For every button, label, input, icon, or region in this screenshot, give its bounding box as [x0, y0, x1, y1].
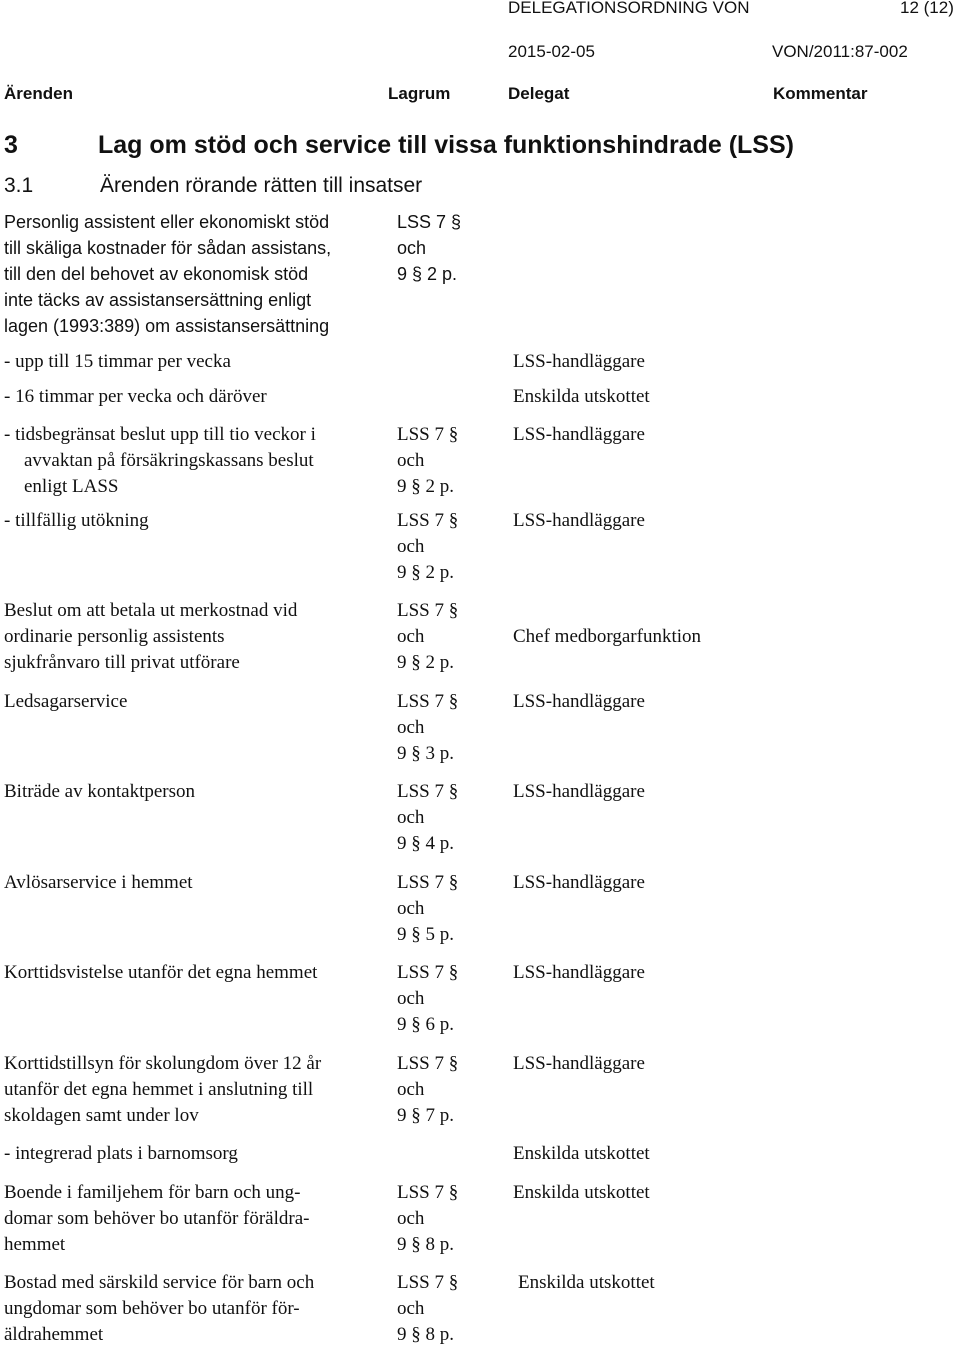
arende-line: - tillfällig utökning — [4, 510, 149, 531]
row-lagrum — [397, 689, 458, 767]
arende-line: Biträde av kontaktperson — [4, 781, 196, 802]
arende-line: enligt LASS — [24, 476, 119, 497]
lagrum-line: 9 § 2 p. — [397, 562, 454, 583]
document-date: 2015-02-05 — [508, 42, 595, 61]
lagrum-line: och — [397, 1298, 425, 1319]
lagrum-line: 9 § 5 p. — [397, 924, 454, 945]
row-lagrum — [397, 508, 458, 586]
arende-line: ordinarie personlig assistents — [4, 626, 225, 647]
arende-line: Personlig assistent eller ekonomiskt stöd — [4, 212, 330, 232]
row-arende — [4, 779, 195, 805]
lagrum-line: 9 § 2 p. — [397, 264, 458, 284]
arende-line: Korttidsvistelse utanför det egna hemmet — [4, 962, 318, 983]
page-number: 12 (12) — [900, 0, 954, 17]
row-delegat: Enskilda utskottet — [513, 1182, 650, 1203]
lagrum-line: och — [397, 536, 425, 557]
subsection-number: 3.1 — [4, 174, 34, 197]
row-delegat: LSS-handläggare — [513, 962, 645, 983]
arende-line: ungdomar som behöver bo utanför för- — [4, 1298, 300, 1319]
arende-line: till skäliga kostnader för sådan assistans, — [4, 238, 332, 258]
lagrum-line: och — [397, 450, 425, 471]
lagrum-line: LSS 7 § — [397, 510, 459, 531]
row-arende — [4, 689, 127, 715]
lagrum-line: LSS 7 § — [397, 600, 459, 621]
row-arende — [4, 960, 317, 986]
lagrum-line: 9 § 8 p. — [397, 1234, 454, 1255]
row-arende — [4, 508, 149, 534]
lagrum-line: och — [397, 626, 425, 647]
row-lagrum — [397, 1180, 458, 1258]
arende-line: inte täcks av assistansersättning enligt — [4, 290, 312, 310]
section-title: Lag om stöd och service till vissa funktionshindrade (LSS) — [98, 131, 794, 159]
lagrum-line: 9 § 2 p. — [397, 476, 454, 497]
arende-line: - upp till 15 timmar per vecka — [4, 351, 231, 372]
lagrum-line: 9 § 7 p. — [397, 1105, 454, 1126]
row-delegat: Chef medborgarfunktion — [513, 626, 702, 647]
lagrum-line: LSS 7 § — [397, 1053, 459, 1074]
lagrum-line: LSS 7 § — [397, 1272, 459, 1293]
lagrum-line: och — [397, 898, 425, 919]
row-arende — [4, 422, 316, 500]
row-arende — [4, 870, 193, 896]
lagrum-line: och — [397, 1208, 425, 1229]
row-arende — [4, 209, 331, 339]
subsection-title: Ärenden rörande rätten till insatser — [100, 174, 423, 197]
lagrum-line: och — [397, 1079, 425, 1100]
row-delegat: LSS-handläggare — [513, 1053, 645, 1074]
arende-line: skoldagen samt under lov — [4, 1105, 199, 1126]
document-title: DELEGATIONSORDNING VON — [508, 0, 750, 17]
arende-line: - 16 timmar per vecka och däröver — [4, 386, 267, 407]
row-delegat: LSS-handläggare — [513, 351, 645, 372]
row-delegat: Enskilda utskottet — [518, 1272, 655, 1293]
column-header-lagrum: Lagrum — [388, 84, 451, 103]
arende-line: Boende i familjehem för barn och ung- — [4, 1182, 301, 1203]
row-lagrum — [397, 422, 458, 500]
arende-line: hemmet — [4, 1234, 66, 1255]
arende-line: lagen (1993:389) om assistansersättning — [4, 316, 330, 336]
lagrum-line: och — [397, 717, 425, 738]
arende-line: till den del behovet av ekonomisk stöd — [4, 264, 309, 284]
lagrum-line: LSS 7 § — [397, 781, 459, 802]
row-delegat: LSS-handläggare — [513, 510, 645, 531]
arende-line: Korttidstillsyn för skolungdom över 12 år — [4, 1053, 322, 1074]
arende-line: - tidsbegränsat beslut upp till tio veckor i — [4, 424, 316, 445]
document-reference: VON/2011:87-002 — [772, 42, 908, 61]
arende-line: Beslut om att betala ut merkostnad vid — [4, 600, 298, 621]
row-arende — [4, 1180, 309, 1258]
row-delegat: Enskilda utskottet — [513, 386, 650, 407]
lagrum-line: 9 § 2 p. — [397, 652, 454, 673]
column-header-delegat: Delegat — [508, 84, 570, 103]
row-arende — [4, 598, 297, 676]
arende-line: avvaktan på försäkringskassans beslut — [24, 450, 314, 471]
lagrum-line: 9 § 8 p. — [397, 1324, 454, 1345]
row-delegat: Enskilda utskottet — [513, 1143, 650, 1164]
arende-line: - integrerad plats i barnomsorg — [4, 1143, 238, 1164]
row-lagrum — [397, 209, 461, 287]
column-header-kommentar: Kommentar — [773, 84, 868, 103]
row-lagrum — [397, 1270, 458, 1348]
row-arende — [4, 384, 267, 410]
arende-line: sjukfrånvaro till privat utförare — [4, 652, 240, 673]
lagrum-line: LSS 7 § — [397, 872, 459, 893]
lagrum-line: 9 § 3 p. — [397, 743, 454, 764]
row-lagrum — [397, 1051, 458, 1129]
arende-line: utanför det egna hemmet i anslutning till — [4, 1079, 314, 1100]
lagrum-line: LSS 7 § — [397, 212, 462, 232]
arende-line: Ledsagarservice — [4, 691, 128, 712]
lagrum-line: LSS 7 § — [397, 962, 459, 983]
arende-line: äldrahemmet — [4, 1324, 104, 1345]
row-lagrum — [397, 598, 458, 676]
row-delegat: LSS-handläggare — [513, 691, 645, 712]
lagrum-line: LSS 7 § — [397, 424, 459, 445]
lagrum-line: och — [397, 988, 425, 1009]
section-number: 3 — [4, 131, 18, 159]
row-arende — [4, 1051, 321, 1129]
arende-line: Avlösarservice i hemmet — [4, 872, 193, 893]
lagrum-line: och — [397, 238, 427, 258]
lagrum-line: LSS 7 § — [397, 691, 459, 712]
lagrum-line: 9 § 6 p. — [397, 1014, 454, 1035]
lagrum-line: och — [397, 807, 425, 828]
row-arende — [4, 1270, 314, 1348]
row-arende — [4, 349, 231, 375]
row-lagrum — [397, 779, 458, 857]
row-delegat: LSS-handläggare — [513, 424, 645, 445]
arende-line: Bostad med särskild service för barn och — [4, 1272, 315, 1293]
row-delegat: LSS-handläggare — [513, 781, 645, 802]
row-lagrum — [397, 870, 458, 948]
column-header-arenden: Ärenden — [4, 84, 73, 103]
row-lagrum — [397, 960, 458, 1038]
lagrum-line: LSS 7 § — [397, 1182, 459, 1203]
lagrum-line: 9 § 4 p. — [397, 833, 454, 854]
row-delegat: LSS-handläggare — [513, 872, 645, 893]
arende-line: domar som behöver bo utanför föräldra- — [4, 1208, 310, 1229]
row-arende — [4, 1141, 238, 1167]
